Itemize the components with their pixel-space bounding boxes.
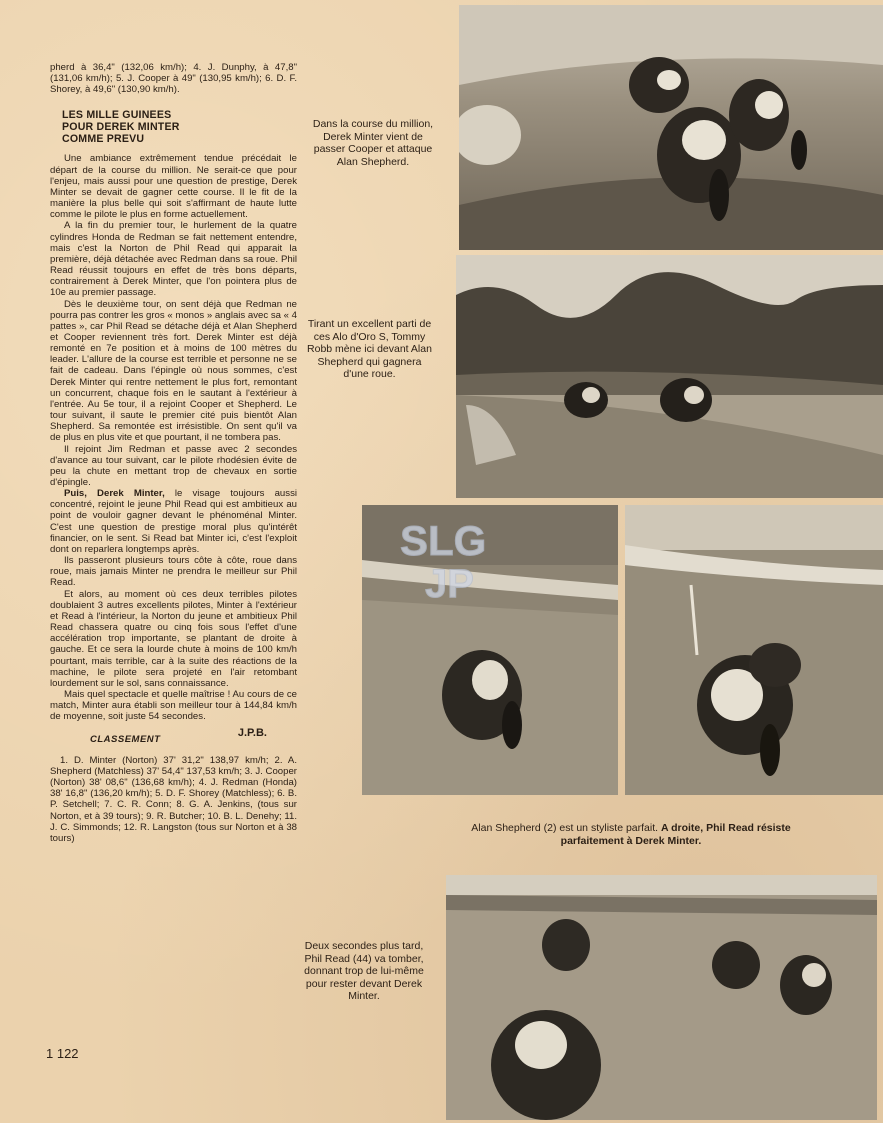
heading-line-2: POUR DEREK MINTER — [62, 121, 180, 134]
caption-photo-3 — [466, 822, 796, 847]
photo-read-minter — [625, 505, 883, 795]
watermark-logo — [370, 505, 510, 605]
article-heading — [62, 109, 297, 145]
paragraph-7: Et alors, au moment où ces deux terribles pilotes doublaient 3 autres excellents pilotes, Minter à l'extérieur et Read à l'intérieur, la Norton du jeune et ambitieux Phil Read chassera quatre ou cinq fois sous l'effet d'une accélération trop importante, se plantant de droite à gauche. Et ce sera la lourde chute à moins de 100 km/h pourtant, mais terrible, car à la suite des réactions de la machine, le pilote sera projeté en l'air retombant lourdement sur le sol, sans connaissance. — [50, 588, 297, 689]
heading-line-3: COMME PREVU — [62, 133, 145, 146]
caption-photo-1: Dans la course du million, Derek Minter vient de passer Cooper et attaque Alan Shepherd. — [312, 118, 434, 168]
caption-3-bold: A droite, — [660, 822, 704, 834]
paragraph-4: Il rejoint Jim Redman et passe avec 2 secondes d'avance au tour suivant, car le pilote rhodésien évite de peu la chute en mettant trop de chevaux en sortie d'épingle. — [50, 443, 297, 488]
classement-list — [50, 755, 297, 844]
paragraph-5-text: le visage toujours aussi concentré, rejoint le jeune Phil Read qui est ambitieux au point de vouloir gagner devant le phénoménal Minter. C'est une question de prestige moral plus qu'intérêt financier, on le sent. Si Read bat Minter ici, c'est l'exploit dont on reparlera longtemps après. — [50, 488, 297, 555]
paragraph-8: Mais quel spectacle et quelle maîtrise ! Au cours de ce match, Minter aura établi son meilleur tour à 144,84 km/h de moyenne, soit juste 54 secondes. — [50, 688, 297, 723]
author-signature: J.P.B. — [237, 727, 267, 740]
paragraph-2: A la fin du premier tour, le hurlement de la quatre cylindres Honda de Redman se fait nettement entendre, mais c'est la Norton de Phil Read qui apparait la première, déjà détachée avec Redman dans sa roue. Phil Read réussit toujours en effet de très bons départs, contrairement à Derek Minter, que l'on pointera plus de 10e au premier passage. — [50, 220, 297, 299]
classement-title: CLASSEMENT — [90, 733, 161, 745]
heading-line-1: LES MILLE GUINEES — [62, 109, 172, 122]
photo-read-before-fall — [446, 875, 877, 1120]
article-intro: pherd à 36,4" (132,06 km/h); 4. J. Dunphy, à 47,8" (131,06 km/h); 5. J. Cooper à 49" (130,95 km/h); 6. D. F. Shorey, à 49,6" (130,90 km/h). — [50, 62, 297, 96]
caption-photo-2: Tirant un excellent parti de ces Alo d'Oro S, Tommy Robb mène ici devant Alan Shepherd qui gagnera d'une roue. — [307, 318, 432, 381]
paragraph-1: Une ambiance extrêmement tendue précédait le départ de la course du million. Ne serait-ce que pour l'enjeu, mais aussi pour une question de prestige, Derek Minter se devait de gagner cette course. Il le fit de la manière la plus belle qui soit s'affirmant de haute lutte comme le pilote le plus en forme actuellement. — [50, 153, 297, 221]
watermark-line-2: JP — [425, 562, 474, 605]
watermark-line-1: SLG — [400, 517, 487, 564]
paragraph-5-bold: Puis, Derek Minter, — [64, 488, 165, 500]
classement-text: 1. D. Minter (Norton) 37' 31,2" 138,97 km/h; 2. A. Shepherd (Matchless) 37' 54,4" 137,53 km/h; 3. J. Cooper (Norton) 38' 08,6" (136,68 km/h); 4. J. Redman (Honda) 38' 16,8" (136,20 km/h); 5. D. F. Shorey (Matchless); 6. B. P. Setchell; 7. C. R. Conn; 8. G. A. Jenkins, (tous sur Norton, et à 39 tours); 9. R. Butcher; 10. B. L. Denehy; 11. J. C. Simmonds; 12. R. Langston (tous sur Norton et à 38 tours) — [50, 754, 297, 844]
caption-3-plain: Alan Shepherd (2) est un styliste parfait. — [471, 822, 659, 834]
photo-robb-shepherd — [456, 255, 883, 498]
caption-photo-4: Deux secondes plus tard, Phil Read (44) va tomber, donnant trop de lui-même pour rester devant Derek Minter. — [304, 940, 424, 1003]
article-column — [50, 62, 297, 844]
page-number: 1 122 — [46, 1046, 79, 1061]
photo-minter-overtaking — [459, 5, 883, 250]
paragraph-3: Dès le deuxième tour, on sent déjà que Redman ne pourra pas contrer les gros « monos » anglais avec sa « 4 pattes », car Phil Read se détache déjà et Alan Shepherd et Cooper reviennent très fort. Derek Minter est déjà remonté en 7e position et à moins de 100 mètres du leader. L'allure de la course est terrible et personne ne se fait de cadeau. Dans l'épingle où nous sommes, c'est Derek Minter qui rentre nettement le plus fort, remontant un concurrent, chaque fois en le sautant à l'extérieur à l'entrée. Au 5e tour, il a rejoint Cooper et Shepherd. Le tour suivant, il saute le premier cité puis bientôt Alan Shepherd. Sa remontée est irrésistible. On sent qu'il va de plus en plus vite et que pourtant, il ne tombera pas. — [50, 298, 297, 444]
paragraph-5 — [50, 488, 297, 555]
caption-3-rest: Phil Read résiste parfaitement à Derek Minter. — [560, 822, 791, 847]
paragraph-6: Ils passeront plusieurs tours côte à côte, roue dans roue, mais jamais Minter ne prendra le meilleur sur Phil Read. — [50, 555, 297, 589]
